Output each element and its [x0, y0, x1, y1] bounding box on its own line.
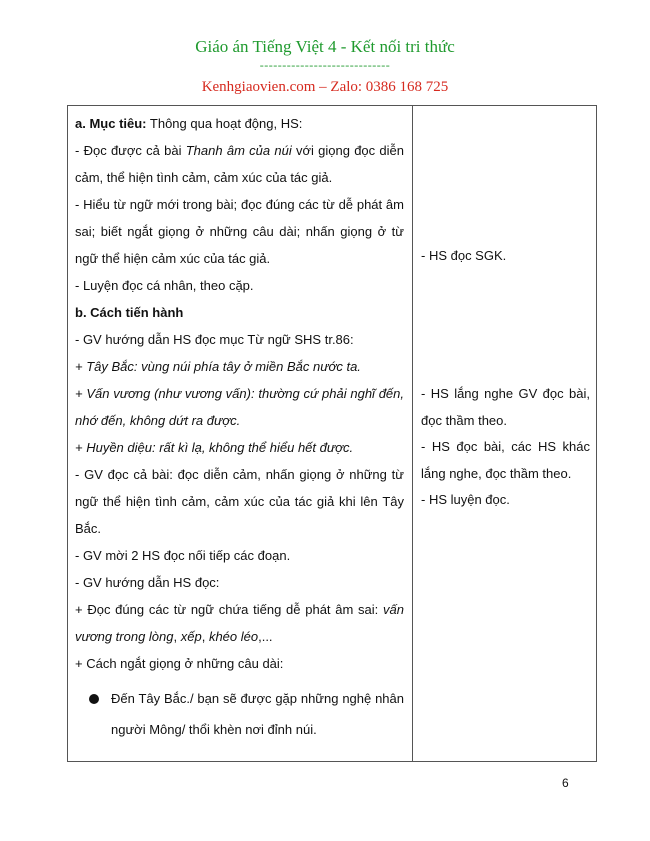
word-example: khéo léo — [208, 629, 259, 644]
text-span: ,... — [258, 629, 273, 644]
text-span: - Đọc được cả bài — [75, 143, 186, 158]
lesson-title: Thanh âm của núi — [185, 143, 292, 158]
student-item-2: - HS lắng nghe GV đọc bài, đọc thầm theo. — [421, 386, 590, 428]
page-number: 6 — [562, 776, 569, 790]
header-dashes: ----------------------------- — [259, 58, 391, 72]
procedure-label: b. Cách tiến hành — [75, 305, 184, 320]
procedure-step-4: - GV hướng dẫn HS đọc: — [75, 575, 220, 590]
bullet-text: Đến Tây Bắc./ bạn sẽ được gặp những nghệ nhân người Mông/ thổi khèn nơi đỉnh núi. — [111, 691, 404, 737]
header-contact: Kenhgiaovien.com – Zalo: 0386 168 725 — [201, 79, 449, 95]
student-activities-column — [413, 106, 596, 761]
vocab-item-1: + Tây Bắc: vùng núi phía tây ở miền Bắc nước ta. — [75, 359, 361, 374]
student-item-1: - HS đọc SGK. — [421, 248, 507, 263]
vocab-item-2: + Vấn vương (như vương vấn): thường cứ phải nghĩ đến, nhớ đến, không dứt ra được. — [75, 386, 404, 428]
lesson-table — [67, 105, 597, 762]
procedure-step-5 — [75, 596, 404, 650]
text-span: + Đọc đúng các từ ngữ chứa tiếng dễ phát âm sai: — [75, 602, 384, 617]
procedure-step-1: - GV hướng dẫn HS đọc mục Từ ngữ SHS tr.86: — [75, 332, 354, 347]
bullet-item — [75, 683, 404, 745]
word-example: xếp — [180, 629, 202, 644]
procedure-step-6: + Cách ngắt giọng ở những câu dài: — [75, 656, 284, 671]
vocab-item-3: + Huyền diệu: rất kì lạ, không thể hiểu hết được. — [75, 440, 354, 455]
procedure-step-3: - GV mời 2 HS đọc nối tiếp các đoạn. — [75, 548, 291, 563]
objective-text: Thông qua hoạt động, HS: — [146, 116, 303, 131]
procedure-step-2: - GV đọc cả bài: đọc diễn cảm, nhấn giọng ở những từ ngữ thể hiện tình cảm, cảm xúc của tác giả khi lên Tây Bắc. — [75, 467, 404, 536]
objective-line — [75, 110, 404, 137]
objective-label: a. Mục tiêu: — [75, 116, 147, 131]
page-header — [0, 36, 650, 97]
objective-item-1 — [75, 137, 404, 191]
student-item-4: - HS luyện đọc. — [421, 492, 510, 507]
text-span: với giọng đọc diễn cảm, thể hiện tình cảm, cảm xúc của tác giả. — [75, 143, 404, 185]
header-title: Giáo án Tiếng Việt 4 - Kết nối tri thức — [195, 37, 455, 56]
objective-item-3: - Luyện đọc cá nhân, theo cặp. — [75, 278, 254, 293]
text-span: , — [173, 629, 181, 644]
text-span: , — [201, 629, 209, 644]
teacher-activities-column — [68, 106, 413, 761]
objective-item-2: - Hiểu từ ngữ mới trong bài; đọc đúng các từ dễ phát âm sai; biết ngắt giọng ở những câu dài; nhấn giọng ở từ ngữ thể hiện cảm xúc của tác giả. — [75, 197, 404, 266]
word-example: vấn vương trong lòng — [75, 602, 404, 644]
bullet-dot-icon — [89, 694, 99, 704]
student-item-3: - HS đọc bài, các HS khác lắng nghe, đọc thầm theo. — [421, 439, 590, 481]
